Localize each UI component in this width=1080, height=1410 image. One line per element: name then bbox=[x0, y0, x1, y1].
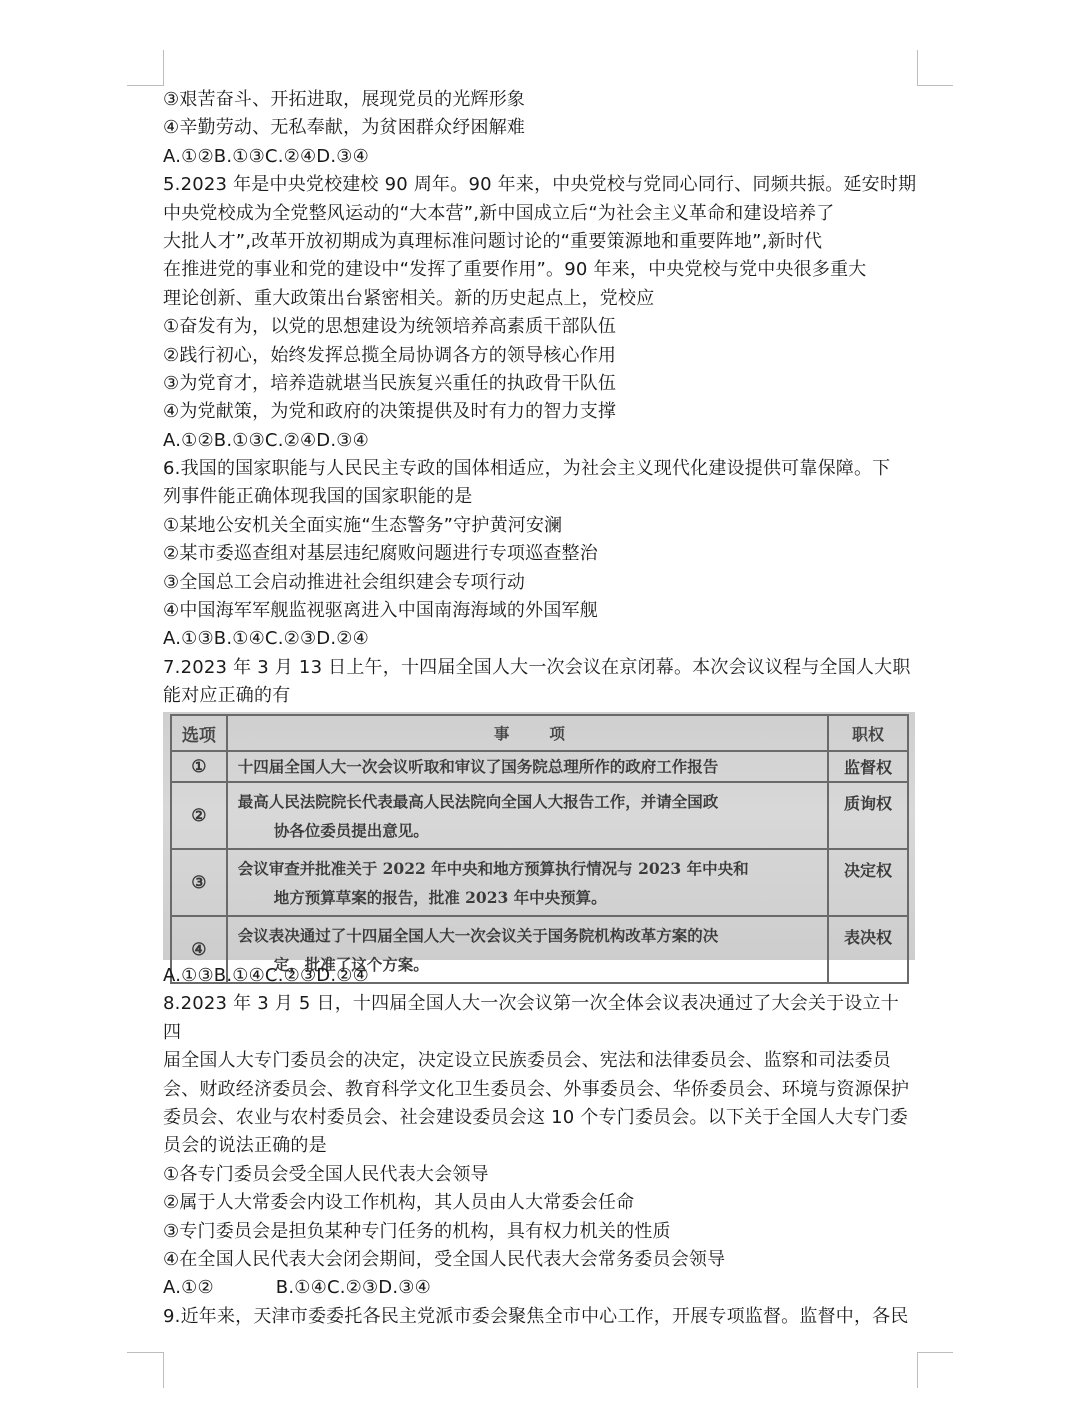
q5-option-3: ③为党育才，培养造就堪当民族复兴重任的执政骨干队伍 bbox=[163, 372, 617, 394]
q8-stem-line: 届全国人大专门委员会的决定，决定设立民族委员会、宪法和法律委员会、监察和司法委员 bbox=[163, 1050, 891, 1072]
table-cell-power: 质询权 bbox=[828, 782, 908, 849]
q8-option-4: ④在全国人民代表大会闭会期间，受全国人民代表大会常务委员会领导 bbox=[163, 1248, 726, 1270]
q4-answers: A.①②B.①③C.②④D.③④ bbox=[163, 145, 369, 167]
q5-stem-line: 5.2023 年是中央党校建校 90 周年。90 年来，中央党校与党同心同行、同频共振。延安时期 bbox=[163, 174, 917, 196]
q7-stem-line: 7.2023 年 3 月 13 日上午，十四届全国人大一次会议在京闭幕。本次会议议程与全国人大职 bbox=[163, 656, 911, 678]
table-cell-item bbox=[227, 782, 828, 849]
q6-option-1: ①某地公安机关全面实施“生态警务”守护黄河安澜 bbox=[163, 514, 563, 536]
q7-answers: A.①③B.①④C.②③D.②④ bbox=[163, 965, 369, 986]
table-row bbox=[171, 782, 908, 849]
q5-option-4: ④为党献策，为党和政府的决策提供及时有力的智力支撑 bbox=[163, 401, 617, 423]
table-cell-power: 决定权 bbox=[828, 849, 908, 916]
question-6 bbox=[163, 455, 923, 654]
item-text: 会议审查并批准关于 2022 年中央和地方预算执行情况与 2023 年中央和 bbox=[237, 858, 749, 878]
q6-option-3: ③全国总工会启动推进社会组织建会专项行动 bbox=[163, 571, 526, 593]
q6-option-4: ④中国海军军舰监视驱离进入中国南海海域的外国军舰 bbox=[163, 600, 598, 622]
table-cell-power: 表决权 bbox=[828, 916, 908, 983]
q5-stem-line: 在推进党的事业和党的建设中“发挥了重要作用”。90 年来，中央党校与党中央很多重大 bbox=[163, 259, 867, 281]
q7-table bbox=[170, 714, 909, 984]
table-header-item: 事项 bbox=[227, 715, 828, 751]
table-cell-power: 监督权 bbox=[828, 751, 908, 782]
table-header-power: 职权 bbox=[828, 715, 908, 751]
crop-mark-top-left-v bbox=[163, 50, 164, 86]
q8-answers bbox=[163, 1274, 923, 1302]
table-row bbox=[171, 849, 908, 916]
q6-stem-line: 6.我国的国家职能与人民民主专政的国体相适应，为社会主义现代化建设提供可靠保障。下 bbox=[163, 458, 891, 480]
table-cell-option: ① bbox=[171, 751, 227, 782]
crop-mark-bottom-right-h bbox=[917, 1352, 953, 1353]
q8-stem-line: 会、财政经济委员会、教育科学文化卫生委员会、外事委员会、华侨委员会、环境与资源保护 bbox=[163, 1078, 910, 1100]
crop-mark-top-left-h bbox=[127, 85, 164, 86]
document-body bbox=[163, 86, 923, 711]
item-text-cont: 地方预算草案的报告，批准 2023 年中央预算。 bbox=[273, 887, 607, 907]
document-body-continued bbox=[163, 962, 923, 1331]
table-cell-item bbox=[227, 751, 828, 782]
table-header-option: 选项 bbox=[171, 715, 227, 751]
question-8 bbox=[163, 990, 923, 1302]
q6-option-2: ②某市委巡查组对基层违纪腐败问题进行专项巡查整治 bbox=[163, 543, 598, 565]
item-text: 会议表决通过了十四届全国人大一次会议关于国务院机构改革方案的决 bbox=[237, 925, 719, 945]
item-text-cont: 定，批准了这个方案。 bbox=[273, 954, 429, 974]
q6-stem-line: 列事件能正确体现我国的国家职能的是 bbox=[163, 486, 473, 508]
crop-mark-bottom-right-v bbox=[917, 1352, 918, 1388]
crop-mark-bottom-left-v bbox=[163, 1352, 164, 1388]
q6-answers: A.①③B.①④C.②③D.②④ bbox=[163, 628, 369, 650]
question-5 bbox=[163, 171, 923, 455]
item-text: 十四届全国人大一次会议听取和审议了国务院总理所作的政府工作报告 bbox=[237, 757, 719, 776]
table-cell-item bbox=[227, 849, 828, 916]
question-7 bbox=[163, 654, 923, 711]
q4-option-4: ④辛勤劳动、无私奉献，为贫困群众纾困解难 bbox=[163, 117, 526, 139]
q5-option-1: ①奋发有为，以党的思想建设为统领培养高素质干部队伍 bbox=[163, 316, 617, 338]
q8-stem-line: 委员会、农业与农村委员会、社会建设委员会这 10 个专门委员会。以下关于全国人大专门委 bbox=[163, 1106, 908, 1128]
q4-option-3: ③艰苦奋斗、开拓进取，展现党员的光辉形象 bbox=[163, 89, 526, 110]
q5-stem-line: 大批人才”,改革开放初期成为真理标准问题讨论的“重要策源地和重要阵地”,新时代 bbox=[163, 230, 823, 252]
q5-stem-line: 中央党校成为全党整风运动的“大本营”,新中国成立后“为社会主义革命和建设培养了 bbox=[163, 202, 835, 224]
q5-stem-line: 理论创新、重大政策出台紧密相关。新的历史起点上，党校应 bbox=[163, 287, 655, 309]
item-text-cont: 协各位委员提出意见。 bbox=[273, 820, 429, 840]
table-cell-option: ② bbox=[171, 782, 227, 849]
q7-stem-line: 能对应正确的有 bbox=[163, 685, 291, 707]
q9-stem-line: 9.近年来，天津市委委托各民主党派市委会聚焦全市中心工作，开展专项监督。监督中，各民 bbox=[163, 1305, 909, 1327]
q5-answers: A.①②B.①③C.②④D.③④ bbox=[163, 429, 369, 451]
table-cell-option: ③ bbox=[171, 849, 227, 916]
crop-mark-bottom-left-h bbox=[127, 1352, 164, 1353]
item-text: 最高人民法院院长代表最高人民法院向全国人大报告工作，并请全国政 bbox=[237, 791, 719, 811]
table-header-row bbox=[171, 715, 908, 751]
q8-stem-line: 四 bbox=[163, 1021, 182, 1043]
question-9 bbox=[163, 1303, 923, 1331]
table-cell-option: ④ bbox=[171, 916, 227, 983]
q8-answers-rest: B.①④C.②③D.③④ bbox=[275, 1277, 431, 1299]
q8-answer-a: A.①② bbox=[163, 1277, 214, 1299]
q8-option-2: ②属于人大常委会内设工作机构，其人员由人大常委会任命 bbox=[163, 1192, 635, 1214]
table-row bbox=[171, 751, 908, 782]
crop-mark-top-right-v bbox=[917, 50, 918, 86]
q8-option-3: ③专门委员会是担负某种专门任务的机构，具有权力机关的性质 bbox=[163, 1220, 671, 1242]
q8-stem-line: 员会的说法正确的是 bbox=[163, 1135, 327, 1157]
q5-option-2: ②践行初心，始终发挥总揽全局协调各方的领导核心作用 bbox=[163, 344, 617, 366]
q8-stem-line: 8.2023 年 3 月 5 日，十四届全国人大一次会议第一次全体会议表决通过了大会关于设立十 bbox=[163, 993, 899, 1015]
q7-table-photo bbox=[163, 712, 915, 974]
q8-option-1: ①各专门委员会受全国人民代表大会领导 bbox=[163, 1163, 489, 1185]
